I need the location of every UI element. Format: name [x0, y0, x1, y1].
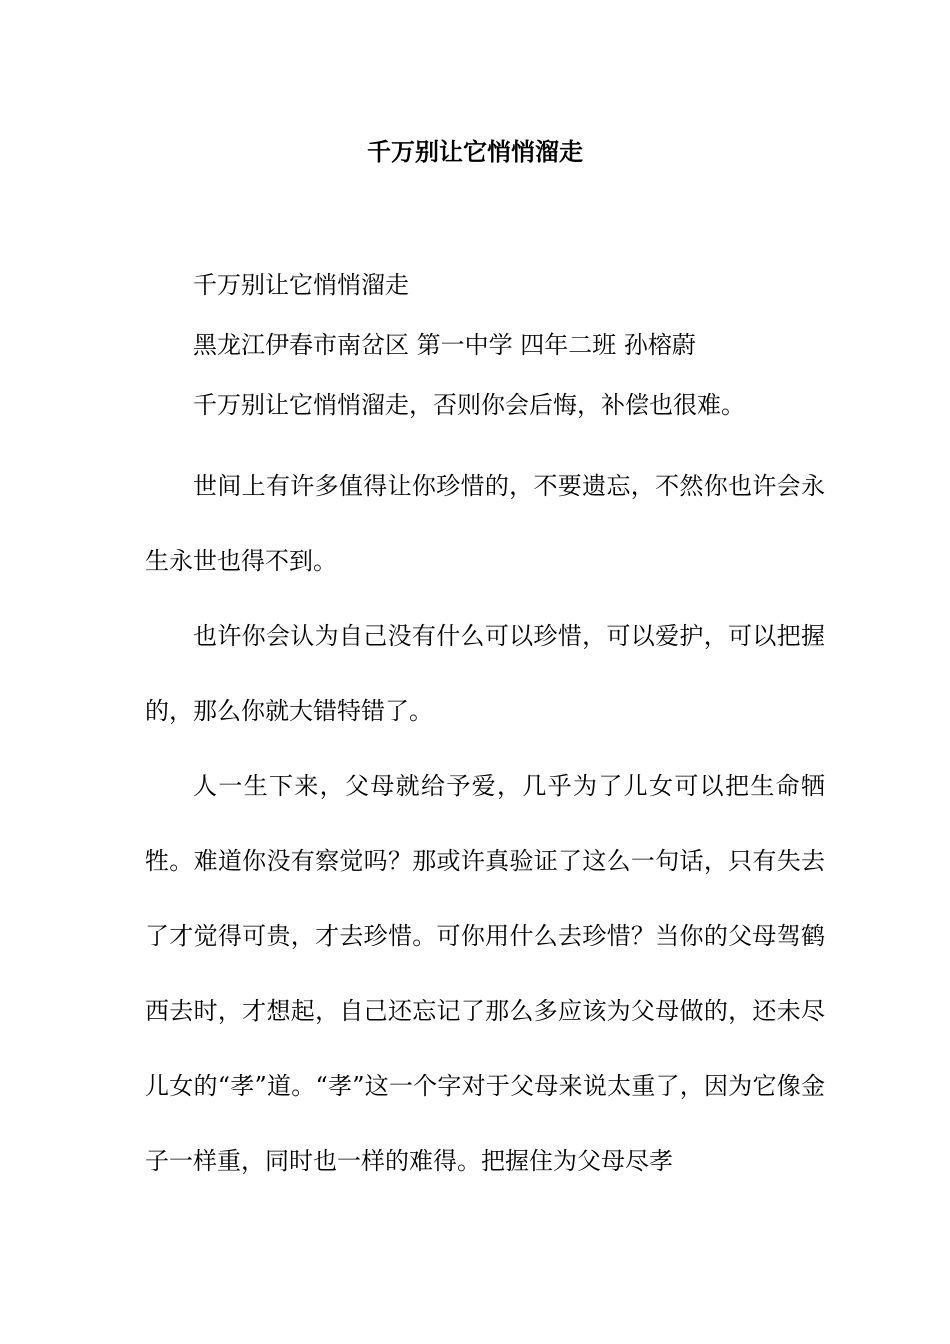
body-paragraph: 也许你会认为自己没有什么可以珍惜，可以爱护，可以把握的，那么你就大错特错了。: [145, 622, 825, 725]
subtitle-paragraph: 千万别让它悄悄溜走: [193, 271, 409, 299]
author-line: 黑龙江伊春市南岔区 第一中学 四年二班 孙榕蔚: [193, 331, 696, 359]
body-paragraph: 世间上有许多值得让你珍惜的，不要遗忘，不然你也许会永生永世也得不到。: [145, 472, 825, 575]
document-title: 千万别让它悄悄溜走: [367, 137, 583, 166]
body-paragraph: 千万别让它悄悄溜走，否则你会后悔，补偿也很难。: [193, 391, 745, 419]
body-paragraph: 人一生下来，父母就给予爱，几乎为了儿女可以把生命牺牲。难道你没有察觉吗？那或许真验证了这么一句话，只有失去了才觉得可贵，才去珍惜。可你用什么去珍惜？当你的父母驾鹤西去时，才想起，自己还忘记了那么多应该为父母做的，还未尽儿女的“孝”道。“孝”这一个字对于父母来说太重了，因为它像金子一样重，同时也一样的难得。把握住为父母尽孝: [145, 772, 825, 1175]
document-body: [145, 255, 825, 1199]
